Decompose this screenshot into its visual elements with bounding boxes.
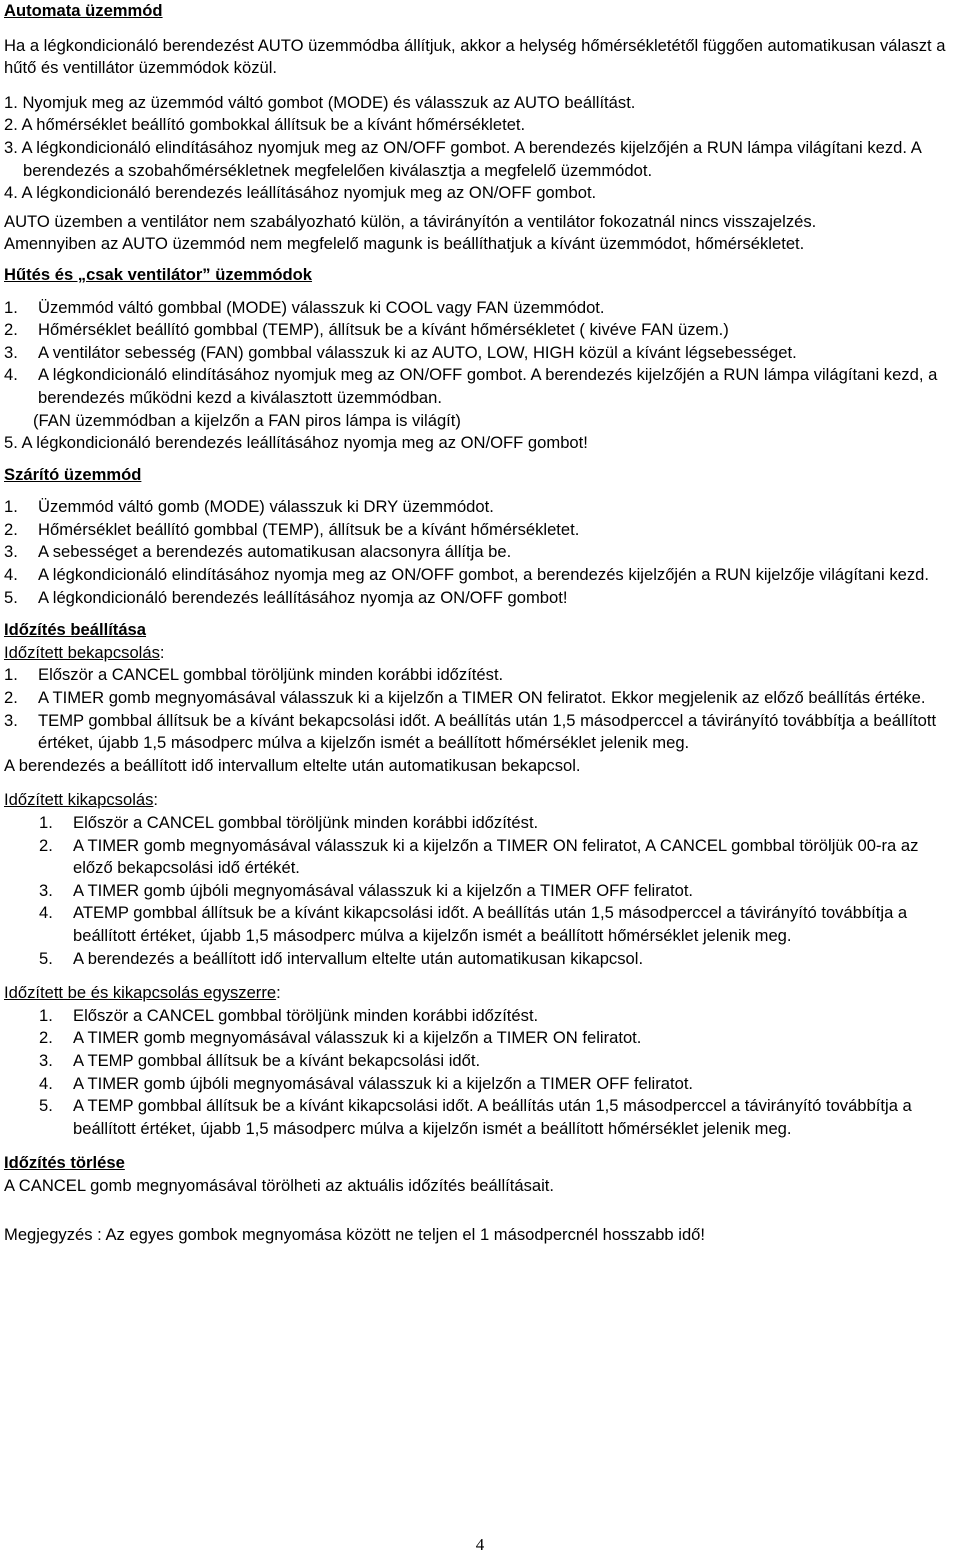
list-number: 1. [4,297,18,317]
timer-off-label: Időzített kikapcsolás [4,790,154,810]
cool-fan-heading: Hűtés és „csak ventilátor” üzemmódok [4,264,313,284]
list-text: Először a CANCEL gombbal töröljünk minden korábbi időzítést. [38,665,504,685]
timer-cancel-heading: Időzítés törlése [4,1153,125,1173]
list-number: 3. [39,880,53,900]
list-item [4,687,956,710]
list-item [4,541,956,564]
list-item [4,1027,956,1050]
footnote: Megjegyzés : Az egyes gombok megnyomása között ne teljen el 1 másodpercnél hosszabb idő! [4,1224,706,1244]
list-number: 1. [4,497,18,517]
list-item [4,564,956,587]
auto-mode-heading: Automata üzemmód [4,1,163,20]
list-text: A TEMP gombbal állítsuk be a kívánt kikapcsolási időt. A beállítás után 1,5 másodperccel a távirányító továbbítja a beállított értéket, újabb 1,5 másodperc múlva a kijelzőn ismét a beállított hőmérséklet jelenik meg. [73,1096,912,1138]
list-text: A TIMER gomb megnyomásával válasszuk ki a kijelzőn a TIMER ON feliratot. Ekkor megjelenik az előző beállítás értéke. [38,688,926,708]
list-text: Először a CANCEL gombbal töröljünk minden korábbi időzítést. [73,813,539,832]
auto-note-manual: Amennyiben az AUTO üzemmód nem megfelelő magunk is beállíthatjuk a kívánt üzemmódot, hőmérsékletet. [4,234,805,254]
list-number: 2. [39,1028,53,1048]
timer-on-summary: A berendezés a beállított idő intervallum eltelte után automatikusan bekapcsol. [4,755,581,775]
timer-off-subheading: Időzített kikapcsolás: [4,790,159,810]
auto-intro: Ha a légkondicionáló berendezést AUTO üzemmódba állítjuk, akkor a helység hőmérsékletétől függően automatikusan választ a hűtő és ventillátor üzemmódok közül. [4,35,946,78]
list-item [4,1050,956,1073]
list-number: 1. [39,1005,53,1025]
list-item [4,880,956,903]
cool-step-5: 5. A légkondicionáló berendezés leállításához nyomja meg az ON/OFF gombot! [4,433,588,453]
list-number: 2. [4,519,18,539]
list-text: A TIMER gomb megnyomásával válasszuk ki a kijelzőn a TIMER ON feliratot, A CANCEL gombbal töröljük 00-ra az előző bekapcsolási idő értékét. [73,835,919,878]
list-number: 1. [39,813,53,832]
list-number: 2. [4,688,18,708]
list-text: A légkondicionáló elindításához nyomja meg az ON/OFF gombot, a berendezés kijelzőjén a RUN kijelzője világítani kezd. [38,565,929,585]
list-item [4,902,956,947]
list-number: 3. [39,1050,53,1070]
list-text: A sebességet a berendezés automatikusan alacsonyra állítja be. [38,542,512,562]
auto-note-ventilator: AUTO üzemben a ventilátor nem szabályozható külön, a távirányítón a ventilátor fokozatnál nincs visszajelzés. [4,211,817,231]
auto-step-2: 2. A hőmérséklet beállító gombokkal állítsuk be a kívánt hőmérsékletet. [4,115,526,135]
list-item [4,1005,956,1028]
list-text: A TEMP gombbal állítsuk be a kívánt bekapcsolási időt. [73,1050,481,1070]
list-item [4,835,956,880]
list-text: A TIMER gomb megnyomásával válasszuk ki a kijelzőn a TIMER ON feliratot. [73,1028,642,1048]
list-item [4,710,956,755]
page-number: 4 [475,1535,485,1554]
list-item [4,319,956,342]
list-item [4,297,956,320]
list-item [4,948,956,971]
list-item [4,342,956,365]
list-number: 4. [39,1073,53,1093]
timer-both-steps [4,1005,956,1141]
list-number: 3. [4,542,18,562]
list-text: A TIMER gomb újbóli megnyomásával válasszuk ki a kijelzőn a TIMER OFF feliratot. [73,880,694,900]
timer-on-subheading: Időzített bekapcsolás: [4,642,165,662]
list-number: 5. [39,948,53,968]
list-number: 3. [4,710,18,730]
timer-cancel-text: A CANCEL gomb megnyomásával törölheti az aktuális időzítés beállításait. [4,1175,555,1195]
list-number: 4. [4,565,18,585]
list-item [4,519,956,542]
auto-step-4: 4. A légkondicionáló berendezés leállításához nyomjuk meg az ON/OFF gombot. [4,183,597,203]
list-number: 5. [4,587,18,607]
list-text: Hőmérséklet beállító gombbal (TEMP), állítsuk be a kívánt hőmérsékletet ( kivéve FAN üzem.) [38,320,729,340]
list-text: A ventilátor sebesség (FAN) gombbal válasszuk ki az AUTO, LOW, HIGH közül a kívánt légsebességet. [38,342,797,362]
auto-steps [4,92,956,205]
document-page [4,0,956,1246]
list-text: A berendezés a beállított idő intervallum eltelte után automatikusan kikapcsol. [73,948,644,968]
list-number: 2. [4,320,18,340]
dry-mode-heading: Szárító üzemmód [4,464,142,484]
timer-both-subheading: Időzített be és kikapcsolás egyszerre: [4,983,281,1003]
list-text: A légkondicionáló elindításához nyomjuk meg az ON/OFF gombot. A berendezés kijelzőjén a RUN lámpa világítani kezd, a berendezés működni kezd a kiválasztott üzemmódban. [38,365,938,407]
list-item [4,664,956,687]
list-item [4,364,956,409]
timer-off-steps [4,812,956,970]
list-item [4,1095,956,1140]
auto-step-3: 3. A légkondicionáló elindításához nyomjuk meg az ON/OFF gombot. A berendezés kijelzőjén a RUN lámpa világítani kezd. A berendezés a szobahőmérsékletnek megfelelően kiválasztja a megfelelő üzemmódot. [4,137,921,180]
list-item [4,496,956,519]
dry-steps [4,496,956,609]
list-text: Először a CANCEL gombbal töröljünk minden korábbi időzítést. [73,1005,539,1025]
list-text: Üzemmód váltó gombbal (MODE) válasszuk ki COOL vagy FAN üzemmódot. [38,297,605,317]
list-number: 1. [4,665,18,685]
list-text: A légkondicionáló berendezés leállításához nyomja az ON/OFF gombot! [38,587,568,607]
list-number: 3. [4,342,18,362]
list-number: 5. [39,1096,53,1116]
timer-both-label: Időzített be és kikapcsolás egyszerre [4,983,277,1003]
list-number: 2. [39,835,53,855]
cool-steps [4,297,956,455]
timer-on-steps [4,664,956,754]
timer-heading: Időzítés beállítása [4,620,147,640]
list-item [4,812,956,835]
list-text: ATEMP gombbal állítsuk be a kívánt kikapcsolási időt. A beállítás után 1,5 másodperccel a távirányító továbbítja a beállított értéket, újabb 1,5 másodperc múlva a kijelzőn ismét a beállított hőmérséklet jelenik meg. [73,903,908,945]
fan-note: (FAN üzemmódban a kijelzőn a FAN piros lámpa is világít) [33,410,461,430]
list-number: 4. [4,365,18,385]
list-text: Hőmérséklet beállító gombbal (TEMP), állítsuk be a kívánt hőmérsékletet. [38,519,580,539]
list-item [4,587,956,610]
list-text: TEMP gombbal állítsuk be a kívánt bekapcsolási időt. A beállítás után 1,5 másodperccel a távirányító továbbítja a beállított értéket, újabb 1,5 másodperc múlva a kijelzőn ismét a beállított hőmérséklet jelenik meg. [38,710,937,753]
list-number: 4. [39,903,53,923]
timer-on-label: Időzített bekapcsolás [4,642,160,662]
auto-step-1: 1. Nyomjuk meg az üzemmód váltó gombot (MODE) és válasszuk az AUTO beállítást. [4,92,636,112]
list-text: A TIMER gomb újbóli megnyomásával válasszuk ki a kijelzőn a TIMER OFF feliratot. [73,1073,694,1093]
list-item [4,1073,956,1096]
list-text: Üzemmód váltó gomb (MODE) válasszuk ki DRY üzemmódot. [38,497,494,517]
